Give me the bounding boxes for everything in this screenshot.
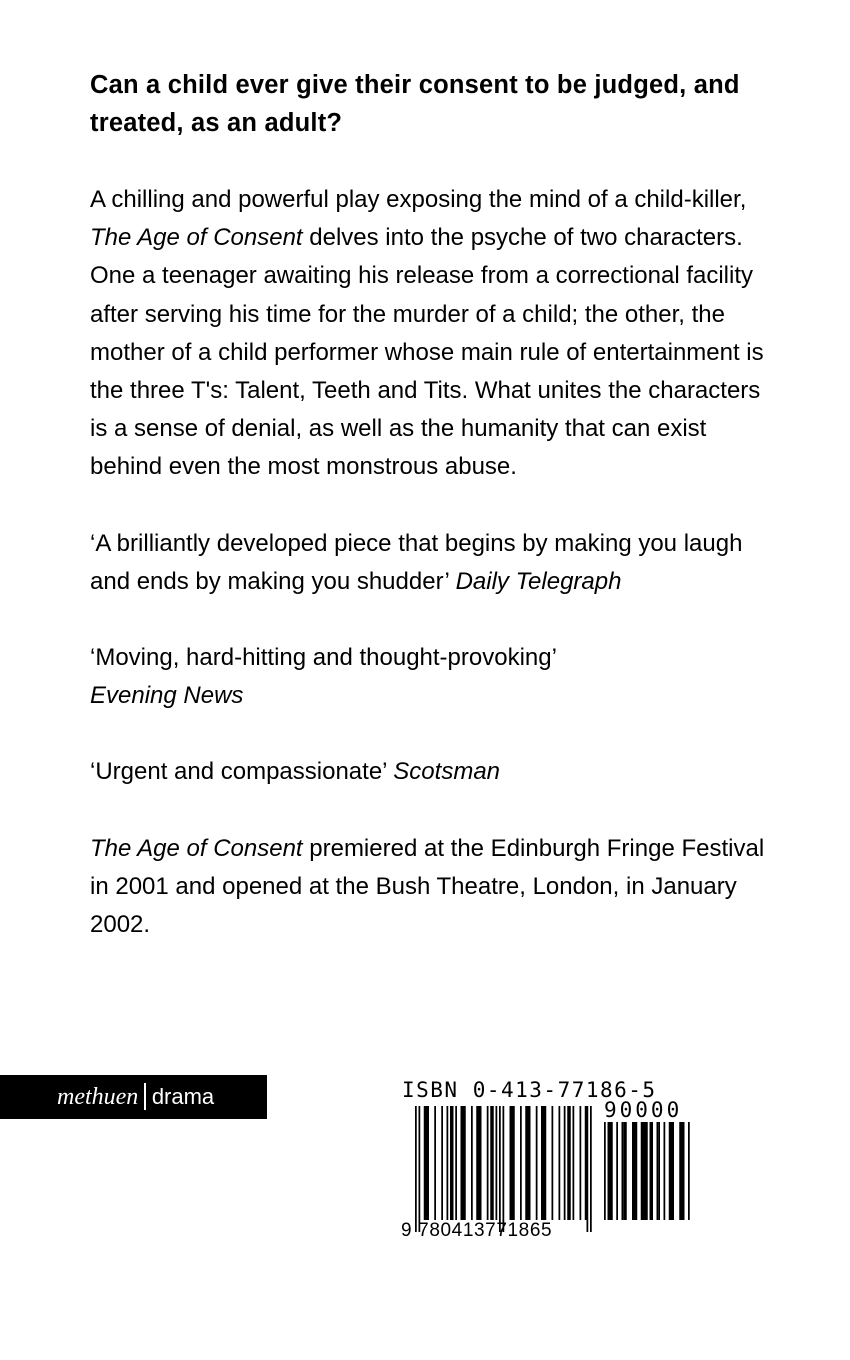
barcode-bar <box>632 1122 637 1220</box>
barcode-bar <box>679 1122 684 1220</box>
headline: Can a child ever give their consent to be judged, and treated, as an adult? <box>90 71 740 137</box>
ean-digits: 780413771865 <box>418 1220 553 1241</box>
barcode-bar <box>415 1106 417 1232</box>
barcode-bar <box>564 1106 566 1220</box>
barcode-bar <box>520 1106 522 1220</box>
barcode-bar <box>503 1106 505 1232</box>
barcode-bar <box>616 1122 618 1220</box>
ean-barcode <box>415 1106 592 1232</box>
barcode-bar <box>688 1122 690 1220</box>
barcode-bar <box>441 1106 443 1220</box>
barcode-bar <box>536 1106 538 1220</box>
barcode-bar <box>450 1106 454 1220</box>
barcode-bar <box>490 1106 494 1220</box>
barcode-bar <box>657 1122 659 1220</box>
quote-source: Evening News <box>90 682 244 710</box>
barcode-bar <box>587 1106 589 1232</box>
barcode-bar <box>499 1106 501 1232</box>
price-code-label: 90000 <box>604 1098 683 1122</box>
premiere-text: premiered at the Edinburgh Fringe Festival in 2001 and opened at the Bush Theatre, London, in January 2002. <box>90 834 765 939</box>
barcode-bar <box>590 1106 592 1232</box>
barcode-bar <box>611 1122 613 1220</box>
barcode-bar <box>559 1106 561 1220</box>
barcode-bar <box>650 1122 654 1220</box>
quote-source: Daily Telegraph <box>455 567 622 595</box>
barcode-bar <box>476 1106 481 1220</box>
barcode-bar <box>608 1122 612 1220</box>
quote-text: ‘A brilliantly developed piece that begins by making you laugh and ends by making you shudder’ <box>90 529 743 595</box>
barcode-bar <box>552 1106 554 1220</box>
barcode-bar <box>580 1106 582 1220</box>
barcode-bar <box>419 1106 421 1232</box>
barcode-bar <box>623 1122 627 1220</box>
blurb-rest: delves into the psyche of two characters. One a teenager awaiting his release from a correctional facility after serving his time for the murder of a child; the other, the mother of a child performer whose main rule of entertainment is the three T's: Talent, Teeth and Tits. What unites the characters is a sense of denial, as well as the humanity that can exist behind even the most monstrous abuse. <box>90 224 764 481</box>
barcode-bar <box>664 1122 666 1220</box>
barcode-bar <box>447 1106 449 1220</box>
addon-barcode <box>604 1122 690 1220</box>
publisher-imprint: drama <box>151 1084 215 1109</box>
quote-source: Scotsman <box>393 758 501 786</box>
barcode-bar <box>510 1106 515 1220</box>
barcode-bar <box>671 1122 675 1220</box>
barcode-bar <box>525 1106 530 1220</box>
barcode-bar <box>455 1106 457 1220</box>
barcode-bar <box>567 1106 571 1220</box>
barcode-bar <box>669 1122 671 1220</box>
barcode-bar <box>573 1106 575 1220</box>
ean-first-digit: 9 <box>401 1220 413 1241</box>
blurb-lead: A chilling and powerful play exposing the mind of a child-killer, <box>90 186 747 213</box>
barcode-bar <box>585 1106 587 1220</box>
barcode-bar <box>604 1122 606 1220</box>
quote-text: ‘Moving, hard-hitting and thought-provoking’ <box>90 644 557 672</box>
barcode-bar <box>461 1106 466 1220</box>
isbn-label: ISBN 0-413-77186-5 <box>402 1078 657 1102</box>
barcode-bar <box>643 1122 648 1220</box>
barcode-bar <box>641 1122 643 1220</box>
ean-number <box>401 1220 552 1242</box>
barcode-bar <box>622 1122 624 1220</box>
barcode-bar <box>487 1106 489 1220</box>
barcode-bar <box>496 1106 498 1220</box>
barcode-bar <box>434 1106 436 1220</box>
premiere-title: The Age of Consent <box>90 834 303 862</box>
publisher-brand: methuen <box>57 1084 139 1110</box>
barcode-bar <box>471 1106 473 1220</box>
quote-text: ‘Urgent and compassionate’ <box>90 758 387 786</box>
barcode-bar <box>541 1106 546 1220</box>
barcode-bar <box>658 1122 660 1220</box>
barcode-bar <box>424 1106 429 1220</box>
blurb-title: The Age of Consent <box>90 224 303 252</box>
